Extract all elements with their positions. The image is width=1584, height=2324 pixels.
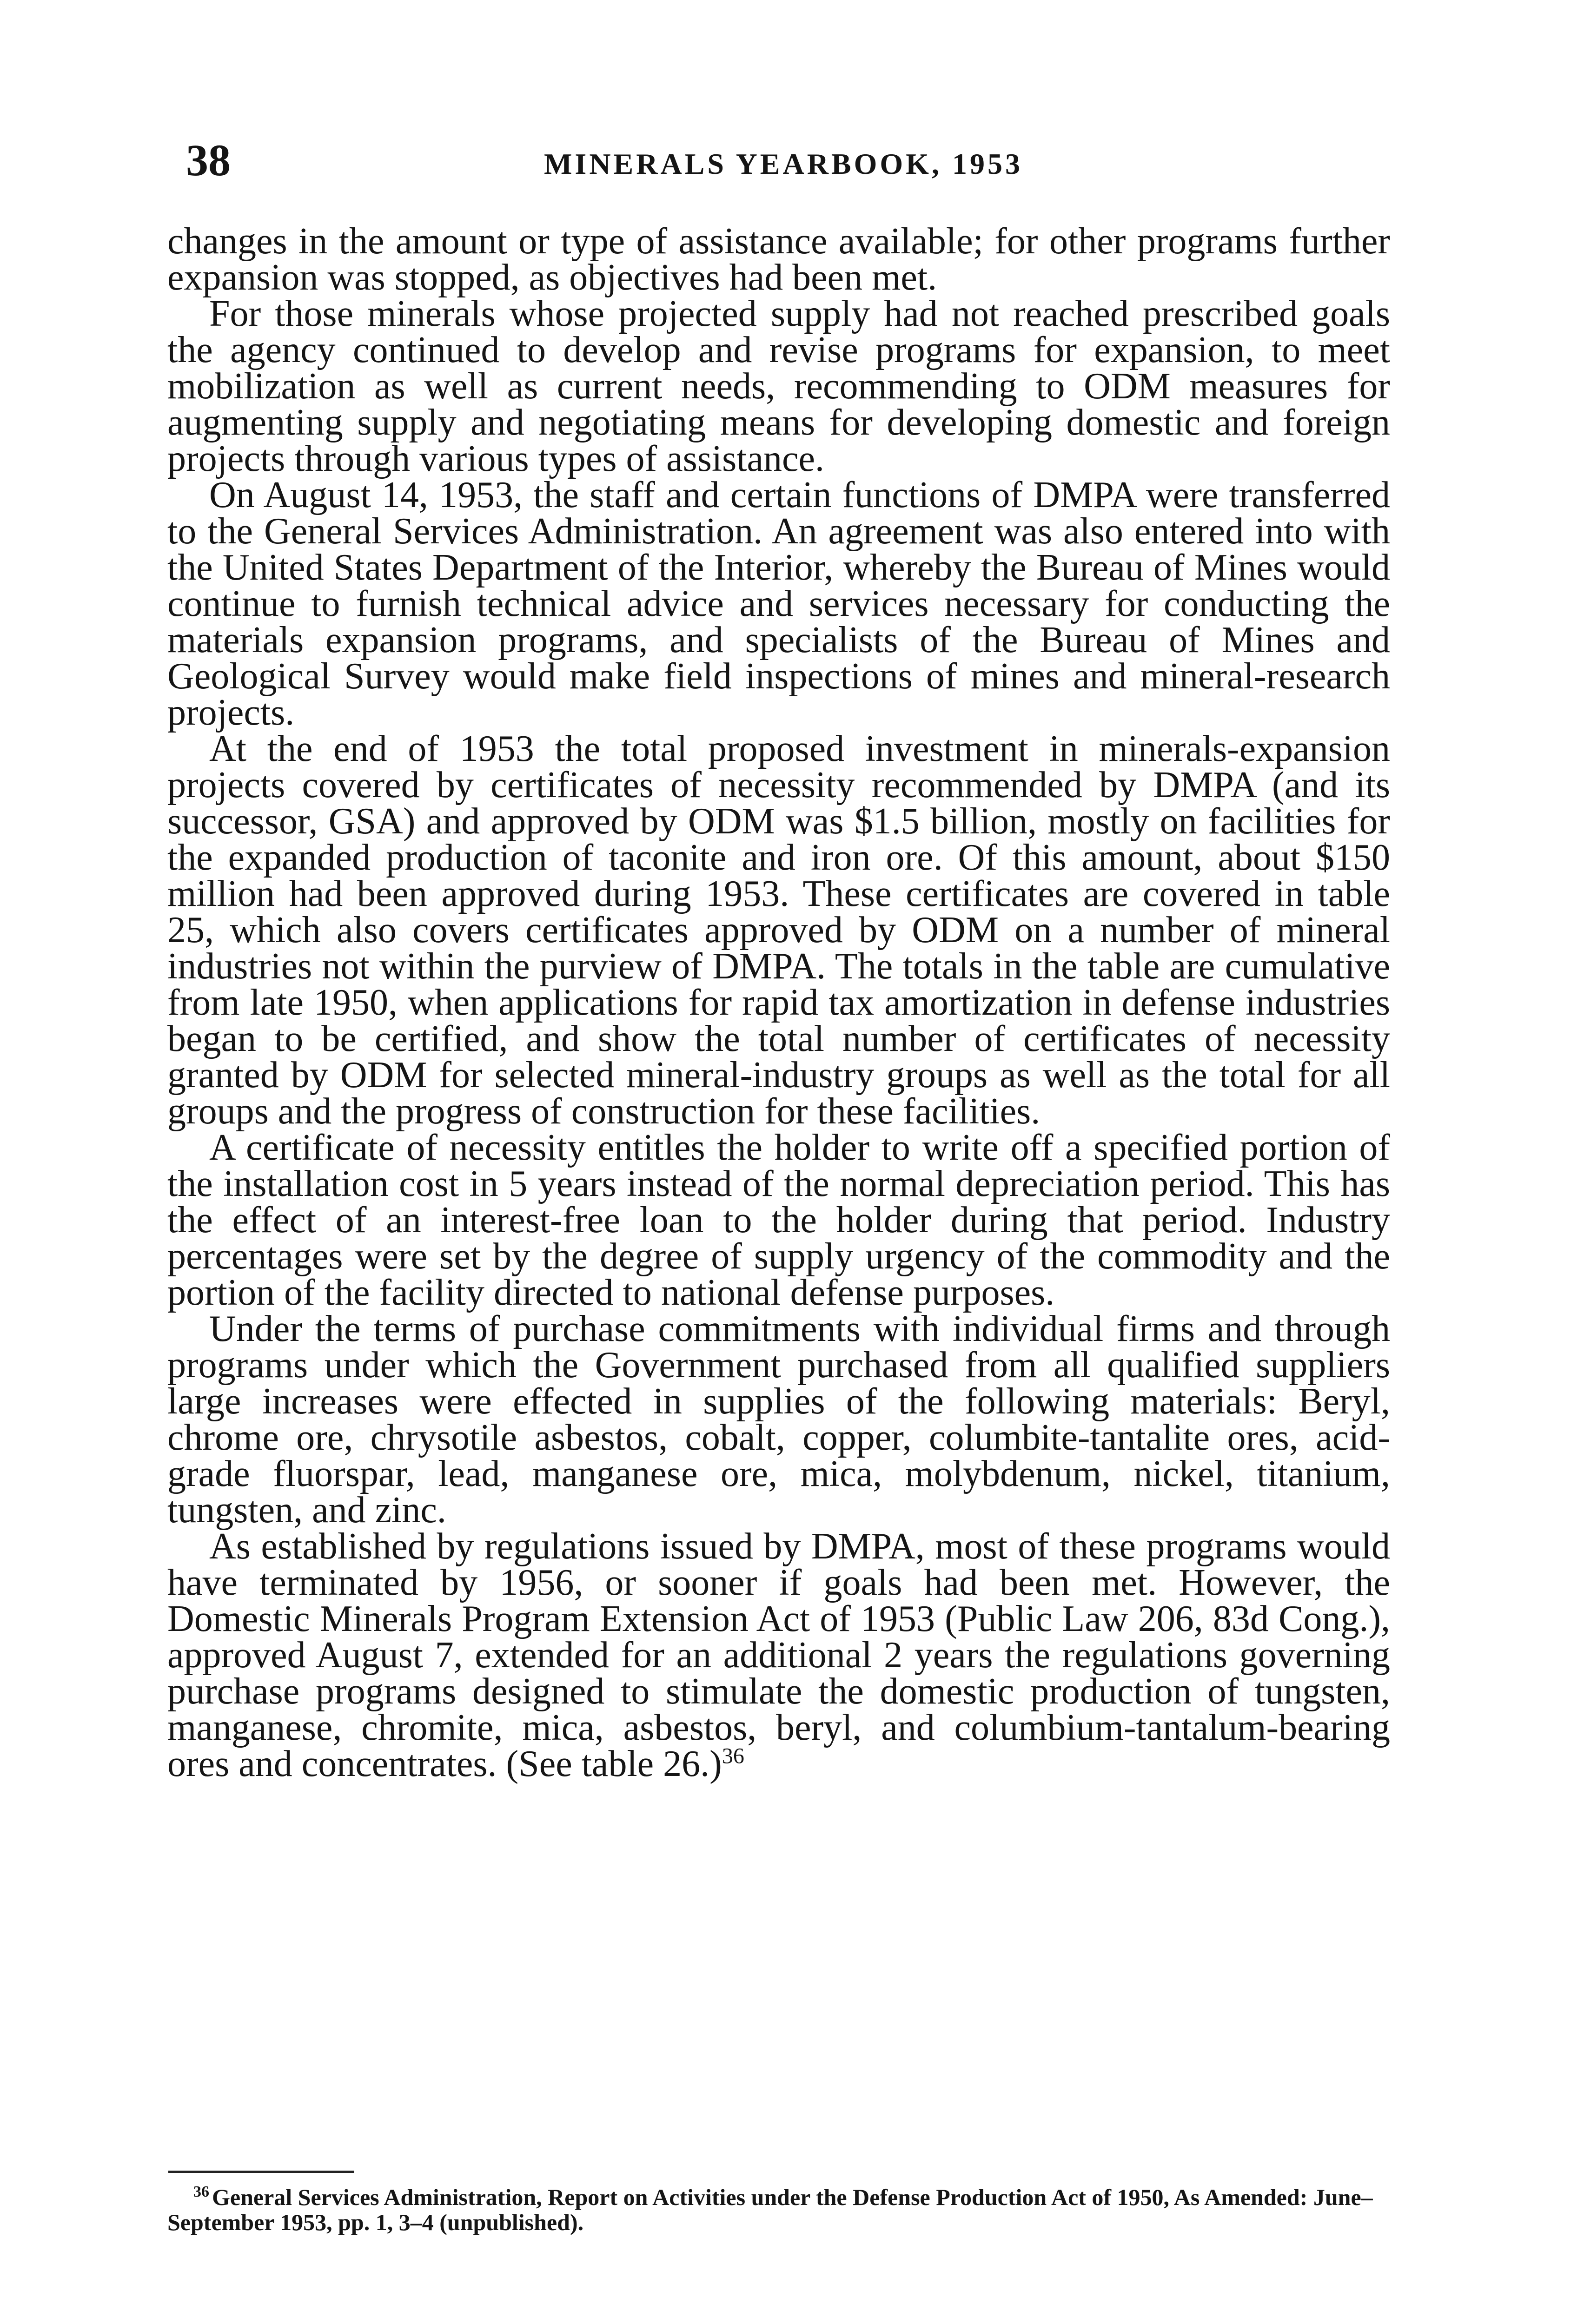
footnote xyxy=(167,2185,1390,2235)
footnote-reference: 36 xyxy=(722,1743,744,1769)
paragraph-with-footnote-ref xyxy=(167,1528,1390,1782)
paragraph: For those minerals whose projected supply had not reached prescribed goals the agency continued to develop and revise programs for expansion, to meet mobilization as well as current needs, recommending to ODM measures for augmenting supply and negotiating means for developing domestic and foreign projects through various types of assistance. xyxy=(167,293,1390,479)
page-number: 38 xyxy=(186,135,231,185)
paragraph: A certificate of necessity entitles the holder to write off a specified portion of the installation cost in 5 years instead of the normal depreciation period. This has the effect of an interest-free loan to the holder during that period. Industry percentages were set by the degree of supply urgency of the commodity and the portion of the facility directed to national defense purposes. xyxy=(167,1127,1390,1313)
paragraph: Under the terms of purchase commitments with individual firms and through programs under which the Government purchased from all qualified suppliers large increases were effected in supplies of the following materials: Beryl, chrome ore, chrysotile asbestos, cobalt, copper, columbite-tantalite ores, acid-grade fluorspar, lead, manganese ore, mica, molybdenum, nickel, titanium, tungsten, and zinc. xyxy=(167,1308,1390,1531)
running-head: MINERALS YEARBOOK, 1953 xyxy=(544,147,1023,180)
paragraph: On August 14, 1953, the staff and certain functions of DMPA were transferred to the General Services Administration. An agreement was also entered into with the United States Department of the Interior, whereby the Bureau of Mines would continue to furnish technical advice and services necessary for conducting the materials expansion programs, and specialists of the Bureau of Mines and Geological Survey would make field inspections of mines and mineral-research projects. xyxy=(167,475,1390,733)
paragraph-text: As established by regulations issued by DMPA, most of these programs would have terminated by 1956, or sooner if goals had been met. However, the Domestic Minerals Program Extension Act of 1953 (Public Law 206, 83d Cong.), approved August 7, extended for an additional 2 years the regulations governing purchase programs designed to stimulate the domestic production of tungsten, manganese, chromite, mica, asbestos, beryl, and columbium-tantalum-bearing ores and concentrates. (See table 26.) xyxy=(167,1526,1390,1784)
paragraph: changes in the amount or type of assistance available; for other programs further expansion was stopped, as objectives had been met. xyxy=(167,221,1390,298)
footnote-divider xyxy=(168,2171,354,2173)
paragraph: At the end of 1953 the total proposed investment in minerals-expansion projects covered by certificates of necessity recommended by DMPA (and its successor, GSA) and approved by ODM was $1.5 billion, mostly on facilities for the expanded production of taconite and iron ore. Of this amount, about $150 million had been approved during 1953. These certificates are covered in table 25, which also covers certificates approved by ODM on a number of mineral industries not within the purview of DMPA. The totals in the table are cumulative from late 1950, when applications for rapid tax amortization in defense industries began to be certified, and show the total number of certificates of necessity granted by ODM for selected mineral-industry groups as well as the total for all groups and the progress of construction for these facilities. xyxy=(167,728,1390,1132)
footnote-text: General Services Administration, Report on Activities under the Defense Production Act of 1950, As Amended: June–September 1953, pp. 1, 3–4 (unpublished). xyxy=(167,2184,1373,2235)
page-header xyxy=(186,135,1395,191)
footnote-marker: 36 xyxy=(193,2183,209,2201)
body-text xyxy=(167,223,1390,1782)
